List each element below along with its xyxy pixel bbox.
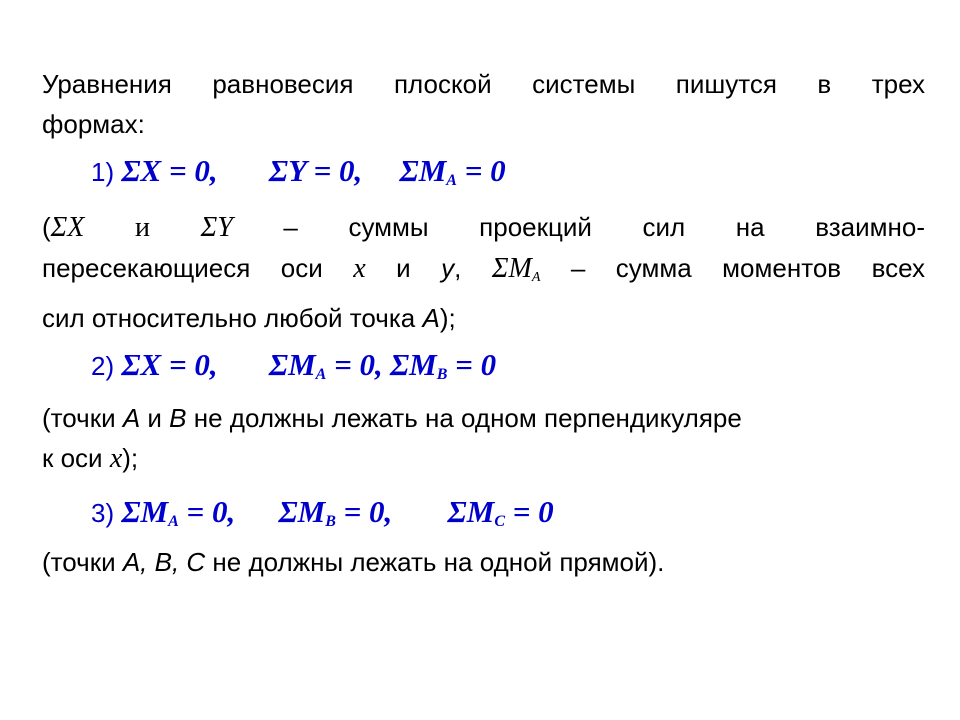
- intro-line-2: формах:: [42, 109, 145, 139]
- sum-y-term: ΣY = 0,: [268, 153, 363, 188]
- equation-form-2: [91, 345, 496, 395]
- intro-line-1: Уравнения равновесия плоской системы пишутся в трех: [42, 69, 925, 99]
- sum-moment-a-term: $\Sigma M_A = 0$: [399, 153, 506, 189]
- note-form-1: [42, 207, 925, 338]
- sum-moment-b-term: $\Sigma M_B = 0$,: [278, 494, 393, 530]
- sum-x-symbol: ΣX: [50, 212, 85, 243]
- sum-y-symbol: ΣY: [200, 212, 233, 243]
- note-2-line-2: к оси x);: [42, 443, 139, 474]
- sum-moment-a-term: $\Sigma M_A = 0$,: [268, 347, 383, 383]
- sum-x-term: ΣX = 0,: [121, 153, 218, 188]
- note-1-line-3: сил относительно любой точка A);: [42, 303, 456, 333]
- note-1-line-1: (ΣX и ΣY – суммы проекций сил на взаимно-: [42, 212, 925, 243]
- intro-paragraph: [42, 64, 925, 144]
- note-1-line-2: пересекающиеся оси x и y, $\Sigma M_A$ – сумма моментов всех: [42, 253, 925, 285]
- note-form-3: [42, 542, 925, 582]
- sum-moment-c-term: $\Sigma M_C = 0$: [447, 494, 554, 530]
- sum-moment-symbol: $\Sigma M_A$: [491, 253, 541, 285]
- note-2-line-1: (точки A и B не должны лежать на одном перпендикуляре: [42, 403, 742, 433]
- sum-moment-b-term: $\Sigma M_B = 0$: [389, 347, 497, 383]
- note-form-2: [42, 398, 925, 479]
- note-3-line-1: (точки A, B, C не должны лежать на одной прямой).: [42, 547, 665, 577]
- sum-x-term: ΣX = 0,: [121, 347, 218, 382]
- form-3-number: 3): [91, 498, 115, 528]
- sum-moment-a-term: $\Sigma M_A = 0$,: [121, 494, 236, 530]
- equation-form-3: [91, 492, 554, 542]
- equation-form-1: [91, 151, 506, 201]
- form-1-number: 1): [91, 157, 115, 187]
- form-2-number: 2): [91, 351, 115, 381]
